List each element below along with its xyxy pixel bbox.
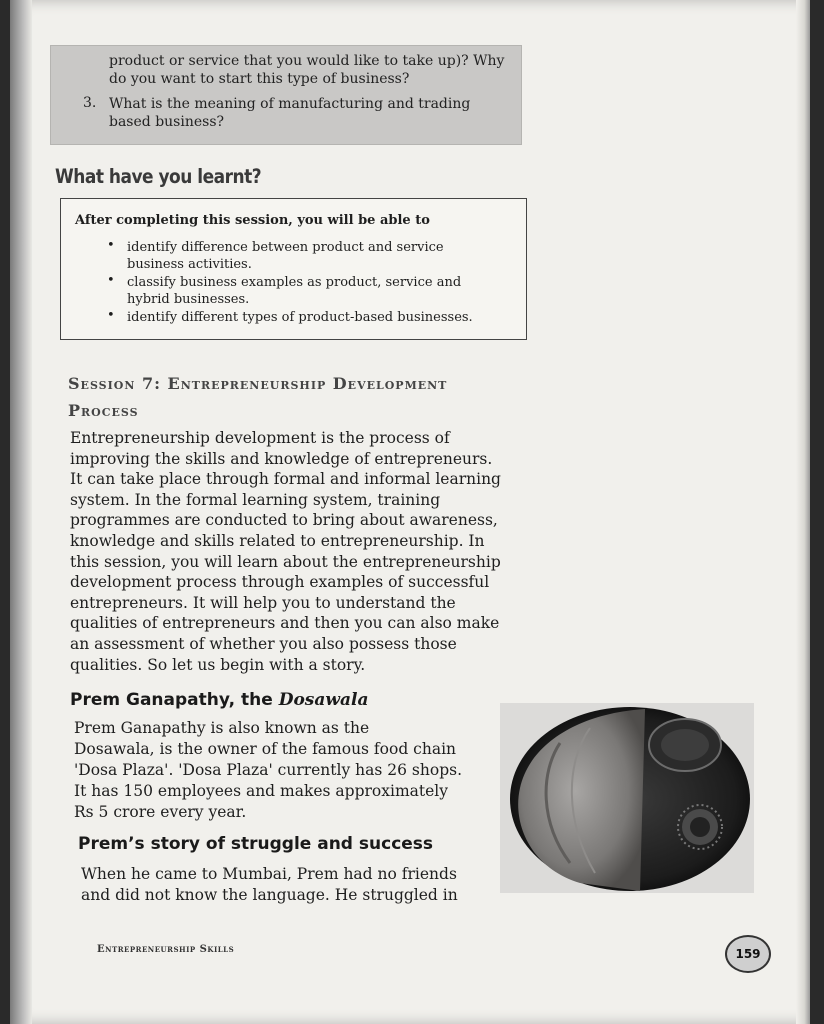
learning-bullet-2-line-2: hybrid businesses. [127, 292, 250, 307]
session-title-line-1: Session 7: Entrepreneurship Development [68, 374, 448, 393]
paragraph-line: entrepreneurs. It will help you to understand the [70, 593, 456, 612]
question-3-number: 3. [83, 95, 97, 111]
question-3-line-2: based business? [109, 114, 225, 130]
bullet-icon: • [107, 308, 115, 323]
story-paragraph [81, 864, 458, 906]
prem-heading [70, 690, 369, 710]
paragraph-line: development process through examples of successful [70, 573, 490, 592]
page-number-badge [725, 935, 771, 973]
session-title-line-2: Process [68, 401, 139, 420]
bullet-icon: • [107, 273, 115, 288]
paragraph-line: knowledge and skills related to entrepreneurship. In [70, 531, 485, 550]
learning-bullet-1-line-1: identify difference between product and service [127, 240, 444, 255]
question-2-line-1: product or service that you would like to take up)? Why [109, 53, 505, 69]
paragraph-line: improving the skills and knowledge of entrepreneurs. [70, 449, 493, 468]
prem-line: Dosawala, is the owner of the famous food chain [74, 740, 457, 758]
book-spine-shadow [10, 0, 32, 1024]
prem-line: It has 150 employees and makes approximately [74, 782, 448, 800]
question-2-line-2: do you want to start this type of business? [109, 71, 410, 87]
prem-line: Rs 5 crore every year. [74, 803, 247, 821]
learnt-heading: What have you learnt? [55, 165, 262, 189]
learning-bullet-1-line-2: business activities. [127, 257, 252, 272]
learning-intro: After completing this session, you will be able to [75, 213, 430, 228]
running-footer: Entrepreneurship Skills [97, 944, 235, 955]
dosa-photo [500, 703, 754, 893]
prem-heading-text: Prem Ganapathy, the [70, 690, 279, 710]
prem-line: 'Dosa Plaza'. 'Dosa Plaza' currently has 26 shops. [74, 761, 462, 779]
prem-heading-italic: Dosawala [278, 690, 369, 710]
dosa-plate-icon [500, 703, 754, 893]
paragraph-line: programmes are conducted to bring about awareness, [70, 511, 498, 530]
learning-bullet-3-line-1: identify different types of product-based businesses. [127, 310, 473, 325]
question-3-line-1: What is the meaning of manufacturing and trading [109, 96, 471, 112]
story-line: and did not know the language. He struggled in [81, 886, 458, 904]
paragraph-line: this session, you will learn about the entrepreneurship [70, 552, 501, 571]
paragraph-line: system. In the formal learning system, training [70, 490, 441, 509]
paragraph-line: qualities. So let us begin with a story. [70, 655, 366, 674]
page-number: 159 [735, 947, 761, 961]
paragraph-line: It can take place through formal and informal learning [70, 470, 501, 489]
prem-paragraph [74, 718, 462, 823]
learning-bullet-2-line-1: classify business examples as product, service and [127, 275, 462, 290]
session-title [68, 370, 447, 424]
paragraph-line: an assessment of whether you also possess those [70, 634, 457, 653]
page-edge [796, 0, 810, 1024]
book-page [10, 0, 810, 1024]
prem-line: Prem Ganapathy is also known as the [74, 719, 370, 737]
session-paragraph [70, 428, 501, 675]
story-heading: Prem’s story of struggle and success [78, 834, 434, 854]
story-line: When he came to Mumbai, Prem had no friends [81, 865, 457, 883]
learning-outcomes-box [60, 198, 527, 340]
bullet-icon: • [107, 238, 115, 253]
questions-box [50, 45, 522, 145]
paragraph-line: qualities of entrepreneurs and then you can also make [70, 614, 500, 633]
paragraph-line: Entrepreneurship development is the process of [70, 429, 450, 447]
